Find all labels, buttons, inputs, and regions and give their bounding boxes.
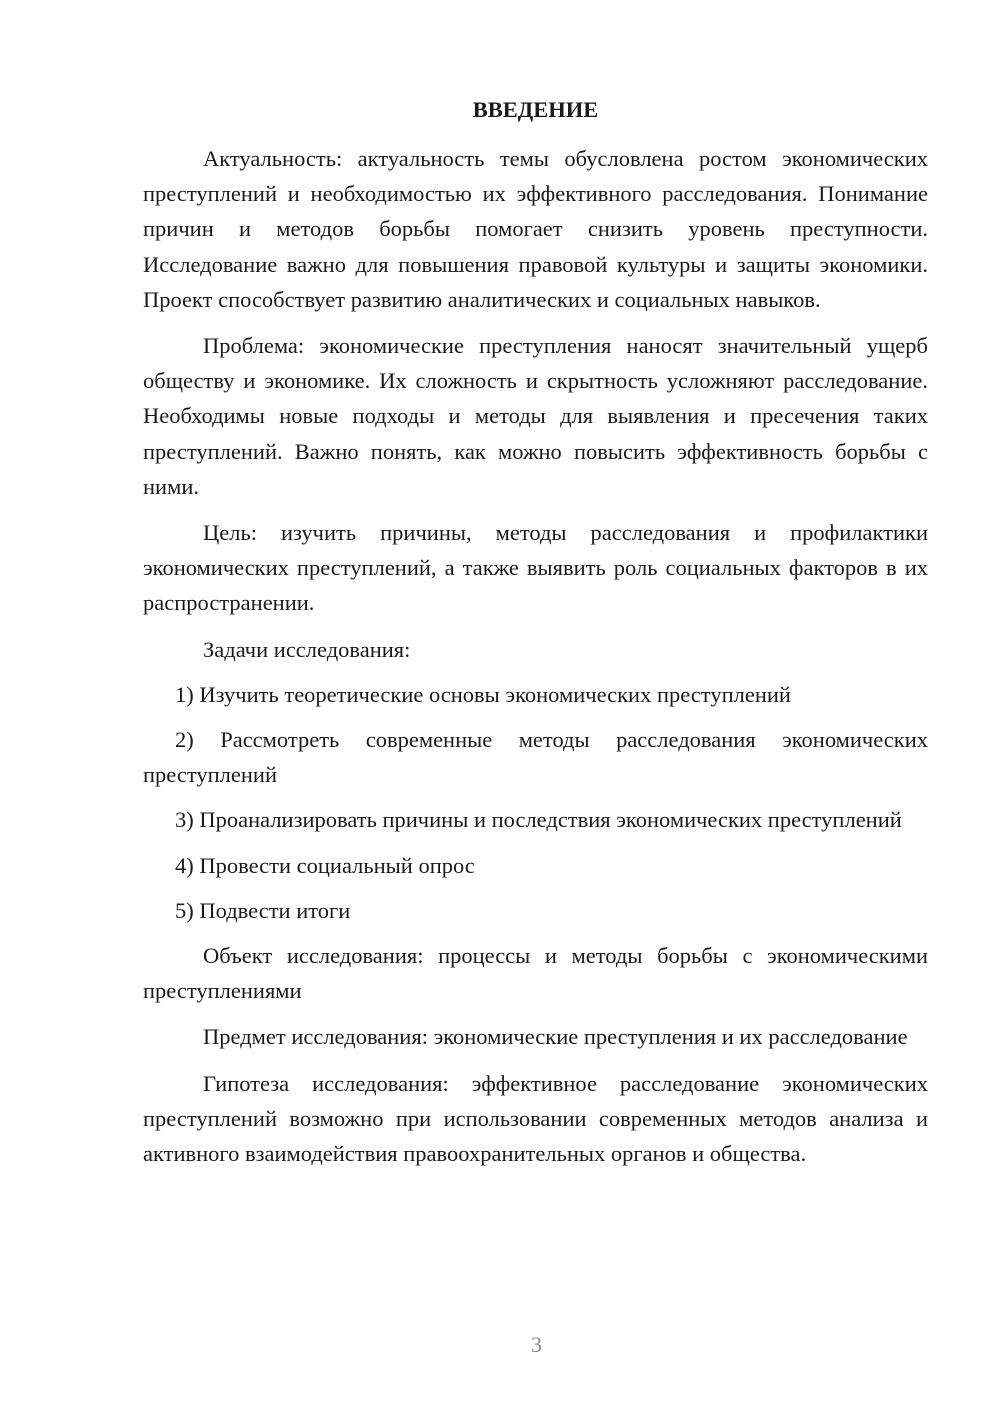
task-item-4: 4) Провести социальный опрос bbox=[175, 852, 475, 878]
document-body bbox=[143, 92, 928, 1182]
problem-paragraph: Проблема: экономические преступления наносят значительный ущерб обществу и экономике. Их сложность и скрытность усложняют расследование. Необходимы новые подходы и методы для выявления и пресечения таких преступлений. Важно понять, как можно повысить эффективность борьбы с ними. bbox=[143, 333, 928, 499]
task-item-2: 2) Рассмотреть современные методы расследования экономических преступлений bbox=[143, 727, 928, 788]
page-title: ВВЕДЕНИЕ bbox=[472, 97, 599, 122]
task-item-3: 3) Проанализировать причины и последствия экономических преступлений bbox=[175, 807, 902, 833]
tasks-heading: Задачи исследования: bbox=[203, 636, 411, 662]
object-paragraph: Объект исследования: процессы и методы борьбы с экономическими преступлениями bbox=[143, 943, 928, 1004]
relevance-paragraph: Актуальность: актуальность темы обусловлена ростом экономических преступлений и необходимостью их эффективного расследования. Понимание причин и методов борьбы помогает снизить уровень преступности. Исследование важно для повышения правовой культуры и защиты экономики. Проект способствует развитию аналитических и социальных навыков. bbox=[143, 146, 928, 312]
task-item-1: 1) Изучить теоретические основы экономических преступлений bbox=[175, 681, 791, 707]
task-item-5: 5) Подвести итоги bbox=[175, 897, 351, 923]
goal-paragraph: Цель: изучить причины, методы расследования и профилактики экономических преступлений, а также выявить роль социальных факторов в их распространении. bbox=[143, 520, 928, 616]
page-number: 3 bbox=[531, 1332, 542, 1357]
subject-paragraph: Предмет исследования: экономические преступления и их расследование bbox=[203, 1024, 908, 1050]
hypothesis-paragraph: Гипотеза исследования: эффективное расследование экономических преступлений возможно при использовании современных методов анализа и активного взаимодействия правоохранительных органов и общества. bbox=[143, 1070, 928, 1167]
